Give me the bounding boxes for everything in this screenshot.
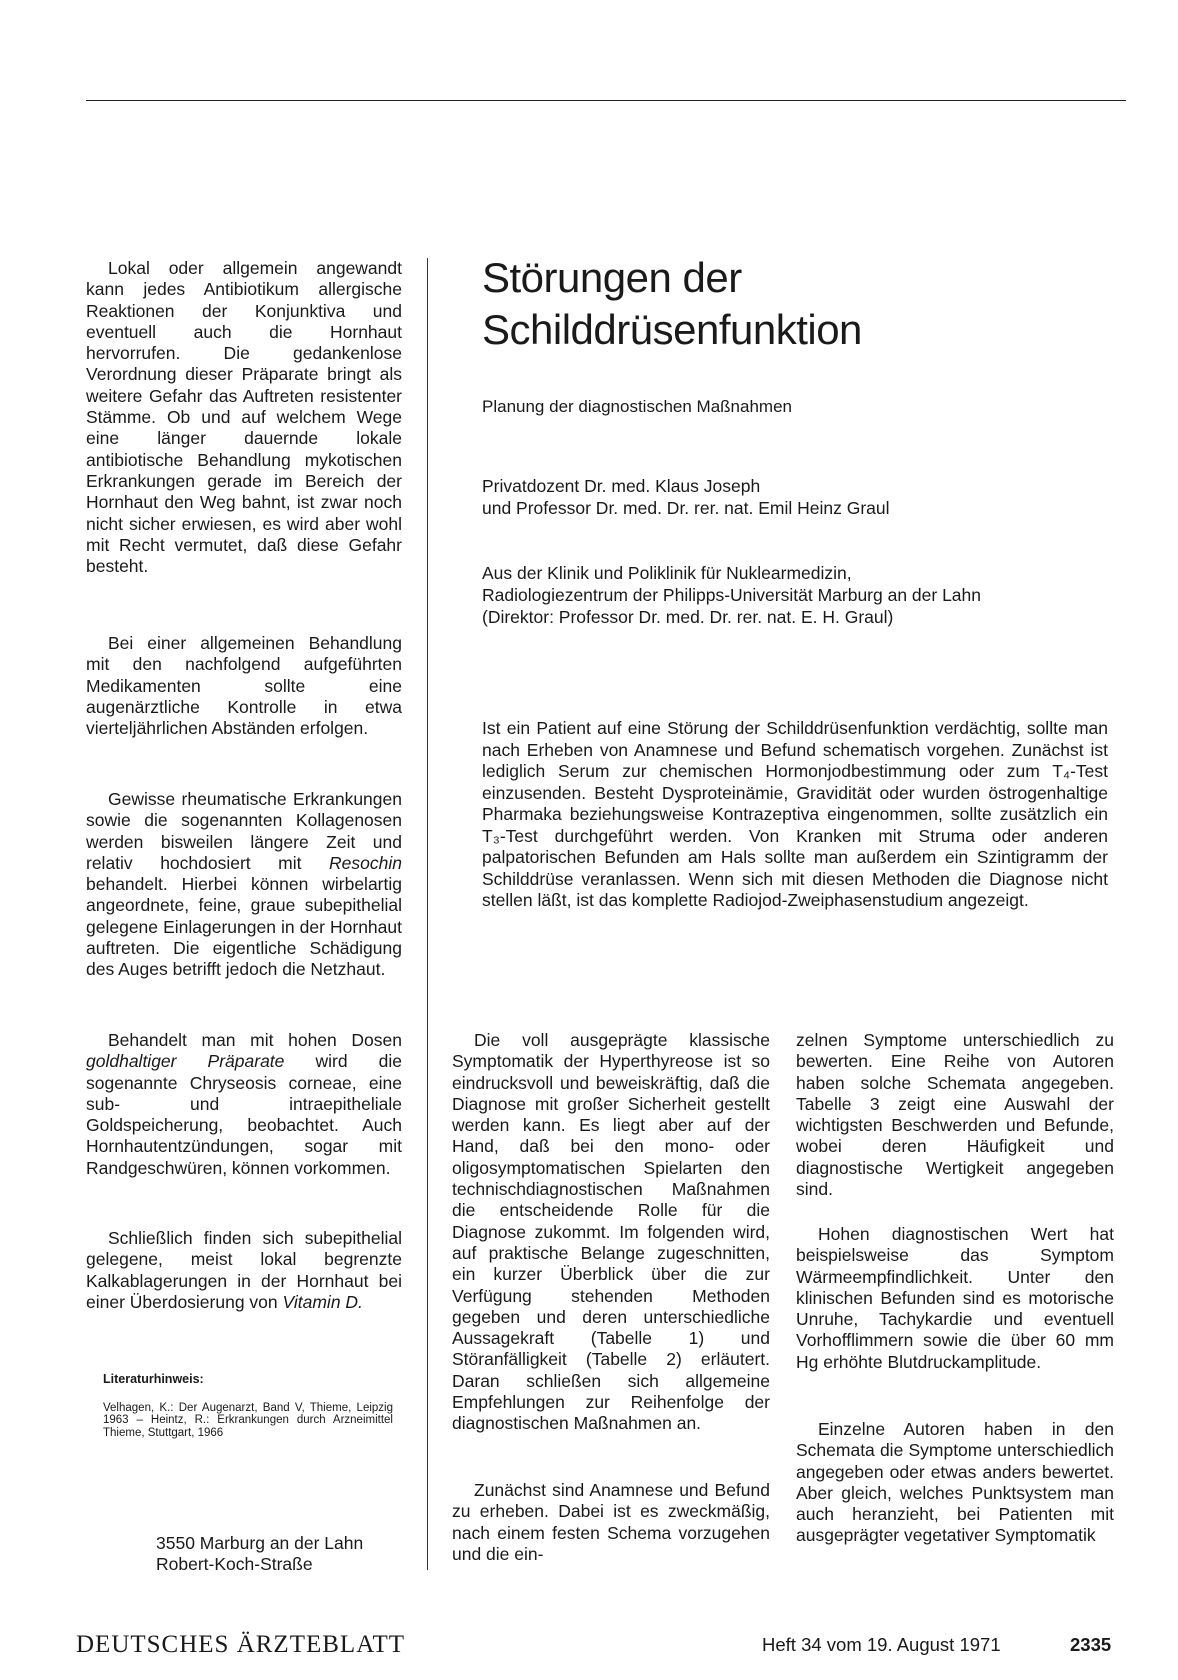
article-title <box>482 252 862 356</box>
p4-text-after: wird die sogenannte Chryseosis corneae, eine sub- und intraepitheliale Goldspeicherung, beobachtet. Auch Hornhautentzündungen, sogar mit Randgeschwüren, können vorkommen. <box>86 1051 402 1178</box>
top-rule <box>86 100 1126 101</box>
author-address <box>156 1533 363 1575</box>
page-number: 2335 <box>1070 1634 1112 1655</box>
references-title: Literaturhinweis: <box>103 1372 204 1386</box>
drug-name-gold: goldhaltiger Präparate <box>86 1051 285 1072</box>
left-paragraph-3 <box>86 789 402 981</box>
right-paragraph-3: Einzelne Autoren haben in den Schemata die Symptome unterschiedlich angegeben oder etwas anders bewertet. Aber gleich, welches Punktsystem man auch heranzieht, bei Patienten mit ausgeprägter vegetativer Symptomatik <box>796 1419 1114 1546</box>
middle-paragraph-2: Zunächst sind Anamnese und Befund zu erheben. Dabei ist es zweckmäßig, nach einem festen Schema vorzugehen und die ein- <box>452 1480 770 1564</box>
author-line-2: und Professor Dr. med. Dr. rer. nat. Emil Heinz Graul <box>482 498 890 518</box>
right-paragraph-2: Hohen diagnostischen Wert hat beispielsweise das Symptom Wärmeempfindlichkeit. Unter den klinischen Befunden sind es motorische Unruhe, Tachykardie und eventuell Vorhofflimmern sowie die über 60 mm Hg erhöhte Blutdruckamplitude. <box>796 1224 1114 1372</box>
affiliation-line-2: Radiologiezentrum der Philipps-Universität Marburg an der Lahn <box>482 585 982 605</box>
left-paragraph-5 <box>86 1228 402 1313</box>
journal-name: DEUTSCHES ÄRZTEBLATT <box>76 1631 406 1658</box>
references <box>103 1373 393 1439</box>
title-line-1: Störungen der <box>482 254 742 301</box>
address-line-1: 3550 Marburg an der Lahn <box>156 1533 364 1553</box>
affiliation-line-3: (Direktor: Professor Dr. med. Dr. rer. nat. E. H. Graul) <box>482 607 894 627</box>
references-text: Velhagen, K.: Der Augenarzt, Band V, Thieme, Leipzig 1963 – Heintz, R.: Erkrankungen durch Arzneimittel Thieme, Stuttgart, 1966 <box>103 1401 393 1439</box>
drug-name-vitamin-d: Vitamin D. <box>282 1291 363 1312</box>
left-paragraph-2: Bei einer allgemeinen Behandlung mit den nachfolgend aufgeführten Medikamenten sollte eine augenärztliche Kontrolle in etwa vierteljährlichen Abständen erfolgen. <box>86 633 402 739</box>
affiliation-line-1: Aus der Klinik und Poliklinik für Nuklearmedizin, <box>482 563 852 583</box>
address-line-2: Robert-Koch-Straße <box>156 1554 313 1574</box>
right-paragraph-1: zelnen Symptome unterschiedlich zu bewerten. Eine Reihe von Autoren haben solche Schemata angegeben. Tabelle 3 zeigt eine Auswahl der wichtigsten Beschwerden und Befunde, wobei deren Häufigkeit und diagnostische Wertigkeit angegeben sind. <box>796 1030 1114 1200</box>
issue-info: Heft 34 vom 19. August 1971 <box>762 1634 1001 1655</box>
article-subtitle: Planung der diagnostischen Maßnahmen <box>482 397 792 416</box>
p3-text-before: Gewisse rheumatische Erkrankungen sowie die sogenannten Kollagenosen werden bisweilen längere Zeit und relativ hochdosiert mit <box>86 789 402 873</box>
p3-text-after: behandelt. Hierbei können wirbelartig angeordnete, feine, graue subepithelial gelegene Einlagerungen in der Hornhaut auftreten. Die eigentliche Schädigung des Auges betrifft jedoch die Netzhaut. <box>86 874 402 980</box>
affiliation <box>482 562 981 628</box>
authors <box>482 475 890 519</box>
title-line-2: Schilddrüsenfunktion <box>482 306 862 353</box>
p4-text-before: Behandelt man mit hohen Dosen <box>108 1030 402 1050</box>
left-paragraph-1: Lokal oder allgemein angewandt kann jedes Antibiotikum allergische Reaktionen der Konjunktiva und eventuell auch die Hornhaut hervorrufen. Die gedankenlose Verordnung dieser Präparate bringt als weitere Gefahr das Auftreten resistenter Stämme. Ob und auf welchem Wege eine länger dauernde lokale antibiotische Behandlung mykotischen Erkrankungen gerade im Bereich der Hornhaut den Weg bahnt, ist zwar noch nicht sicher erwiesen, es wird aber wohl mit Recht vermutet, daß diese Gefahr besteht. <box>86 258 402 577</box>
drug-name-resochin: Resochin <box>329 852 402 873</box>
middle-paragraph-1: Die voll ausgeprägte klassische Symptomatik der Hyperthyreose ist so eindrucksvoll und beweiskräftig, daß die Diagnose mit großer Sicherheit gestellt werden kann. Es liegt aber auf der Hand, daß bei den mono- oder oligosymptomatischen Spielarten den technischdiagnostischen Maßnahmen die entscheidende Rolle für die Diagnose zukommt. Im folgenden wird, auf praktische Belange zugeschnitten, ein kurzer Überblick über die zur Verfügung stehenden Methoden gegeben und deren unterschiedliche Aussagekraft (Tabelle 1) und Störanfälligkeit (Tabelle 2) erläutert. Daran schließen sich allgemeine Empfehlungen zur Reihenfolge der diagnostischen Maßnahmen an. <box>452 1030 770 1434</box>
abstract: Ist ein Patient auf eine Störung der Schilddrüsenfunktion verdächtig, sollte man nach Erheben von Anamnese und Befund schematisch vorgehen. Zunächst ist lediglich Serum zur chemischen Hormonjodbestimmung oder zum T₄-Test einzusenden. Besteht Dysproteinämie, Gravidität oder wurden östrogenhaltige Pharmaka beziehungsweise Kontrazeptiva eingenommen, sollte zusätzlich ein T₃-Test durchgeführt werden. Von Kranken mit Struma oder anderen palpatorischen Befunden am Hals sollte man außerdem ein Szintigramm der Schilddrüse veranlassen. Wenn sich mit diesen Methoden die Diagnose nicht stellen läßt, ist das komplette Radiojod-Zweiphasenstudium angezeigt. <box>482 718 1108 910</box>
author-line-1: Privatdozent Dr. med. Klaus Joseph <box>482 476 761 496</box>
column-divider <box>427 258 428 1570</box>
p5-text-before: Schließlich finden sich subepithelial gelegene, meist lokal begrenzte Kalkablagerungen in der Hornhaut bei einer Überdosierung von <box>86 1228 402 1312</box>
left-paragraph-4 <box>86 1030 402 1179</box>
